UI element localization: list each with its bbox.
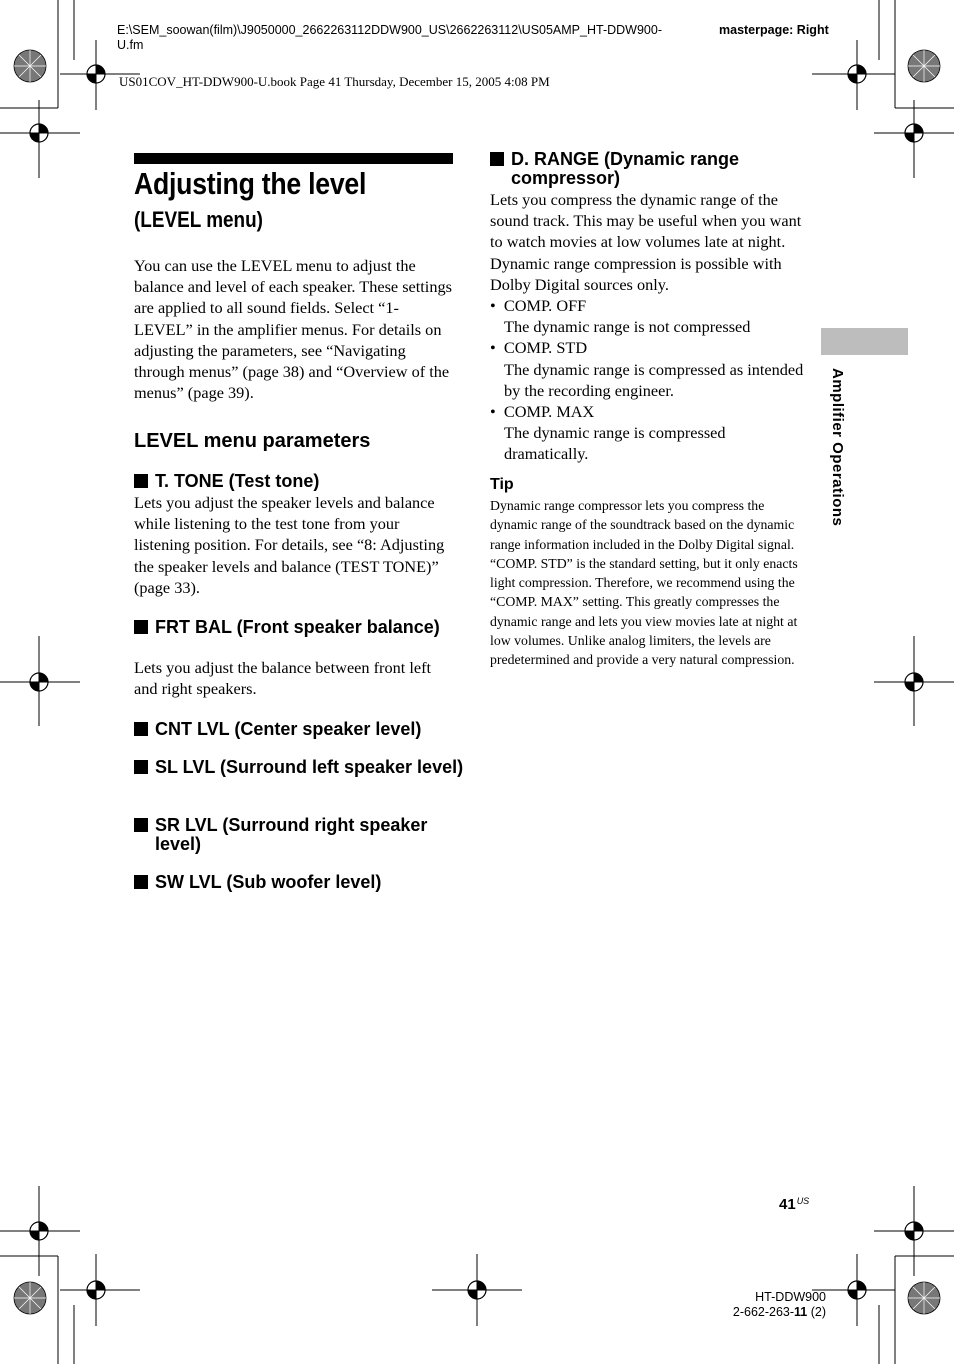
book-info-line: US01COV_HT-DDW900-U.book Page 41 Thursday, December 15, 2005 4:08 PM (119, 74, 550, 89)
item-heading-sl-lvl: SL LVL (Surround left speaker level) (134, 758, 477, 777)
tip-heading: Tip (490, 476, 514, 493)
option-comp-off: • COMP. OFF (490, 296, 587, 315)
option-comp-max: • COMP. MAX (490, 402, 595, 422)
square-bullet-icon (490, 152, 504, 166)
tip-paragraph-1: Dynamic range compressor lets you compress the dynamic range of the soundtrack based on the dynamic range information included in the Dolby Digital signal. (490, 498, 795, 552)
chapter-tab-label: Amplifier Operations (829, 368, 846, 527)
item-text-d-range: Lets you compress the dynamic range of the sound track. This may be useful when you want to watch movies at low volumes late at night. Dynamic range compression is possible with Dolby Digital sources only. (490, 190, 802, 294)
masterpage-label: masterpage: Right (719, 23, 829, 37)
item-heading-sr-lvl: SR LVL (Surround right speaker level) (134, 816, 477, 854)
page-subtitle: (LEVEL menu) (134, 207, 263, 232)
footer-model-code (700, 1290, 826, 1320)
option-comp-std-desc: The dynamic range is compressed as intended by the recording engineer. (504, 359, 804, 400)
square-bullet-icon (134, 722, 148, 736)
square-bullet-icon (134, 474, 148, 488)
item-heading-cnt-lvl: CNT LVL (Center speaker level) (134, 720, 477, 739)
square-bullet-icon (134, 760, 148, 774)
footer-code: 2-662-263-11 (2) (732, 1305, 826, 1319)
item-heading-sw-lvl: SW LVL (Sub woofer level) (134, 873, 477, 892)
item-text-t-tone: Lets you adjust the speaker levels and balance while listening to the test tone from your listening position. For details, see “8: Adjusting the speaker levels and balance (TEST TONE)” (page 33). (134, 493, 445, 597)
option-comp-off-desc: The dynamic range is not compressed (504, 317, 751, 337)
page-title: Adjusting the level (134, 166, 367, 201)
option-comp-std: • COMP. STD (490, 338, 588, 358)
chapter-tab (821, 328, 908, 355)
intro-paragraph: You can use the LEVEL menu to adjust the balance and level of each speaker. These settings are applied to all sound fields. Select “1-LEVEL” in the amplifier menus. For details on adjusting the parameters, see “Navigating through menus” (page 38) and “Overview of the menus” (page 39). (134, 256, 452, 403)
square-bullet-icon (134, 620, 148, 634)
tip-paragraph-2: “COMP. STD” is the standard setting, but it only enacts light compression. Therefore, we recommend using the “COMP. MAX” setting. This greatly compresses the dynamic range and lets you view movies late at night at low volumes. Unlike analog limiters, the levels are predetermined and provide a very natural compression. (490, 555, 798, 668)
footer-model: HT-DDW900 (755, 1290, 826, 1304)
option-comp-max-desc: The dynamic range is compressed dramatically. (504, 423, 726, 464)
title-rule (134, 153, 453, 164)
page-number: $41^{US}$ (779, 1196, 810, 1213)
item-heading-d-range: D. RANGE (Dynamic range compressor) (490, 150, 833, 188)
section-heading: LEVEL menu parameters (134, 430, 371, 452)
item-heading-t-tone: T. TONE (Test tone) (134, 472, 477, 491)
tip-body (490, 496, 810, 670)
square-bullet-icon (134, 875, 148, 889)
file-path-header: E:\SEM_soowan(film)\J9050000_2662263112DDW900_US\2662263112\US05AMP_HT-DDW900-U.fm (117, 23, 662, 52)
item-text-frt-bal: Lets you adjust the balance between front left and right speakers. (134, 658, 432, 699)
d-range-options (490, 295, 812, 465)
square-bullet-icon (134, 818, 148, 832)
item-heading-frt-bal: FRT BAL (Front speaker balance) (134, 618, 477, 637)
